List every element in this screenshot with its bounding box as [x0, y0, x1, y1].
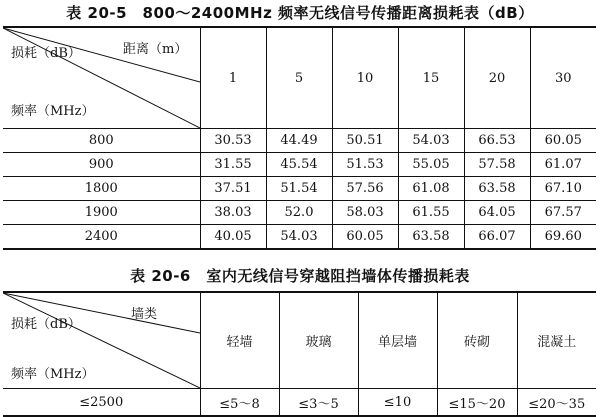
loss-value: 51.53 — [332, 153, 398, 177]
wall-penetration-loss-table — [3, 291, 596, 417]
corner-label-loss: 损耗（dB） — [11, 46, 81, 61]
loss-value: 51.54 — [266, 177, 332, 201]
column-header: 混凝土 — [517, 292, 596, 389]
loss-value: 50.51 — [332, 129, 398, 153]
loss-value: 40.05 — [200, 225, 266, 250]
loss-value: 57.58 — [464, 153, 530, 177]
table2-corner-cell — [3, 292, 200, 389]
loss-value: 54.03 — [398, 129, 464, 153]
table1-caption: 表 20-5 800～2400MHz 频率无线信号传播距离损耗表（dB） — [66, 4, 534, 22]
table-row — [3, 153, 596, 177]
column-header: 5 — [266, 27, 332, 129]
corner-label-wall-type: 墙类 — [131, 307, 158, 322]
row-frequency: 800 — [3, 129, 200, 153]
corner-label-frequency: 频率（MHz） — [11, 104, 95, 119]
loss-value: 57.56 — [332, 177, 398, 201]
loss-value: 69.60 — [530, 225, 596, 250]
loss-value: 67.57 — [530, 201, 596, 225]
table-row — [3, 225, 596, 250]
column-header: 玻璃 — [279, 292, 358, 389]
column-header: 20 — [464, 27, 530, 129]
row-frequency: ≤2500 — [3, 389, 200, 417]
column-header: 15 — [398, 27, 464, 129]
loss-value: 66.53 — [464, 129, 530, 153]
table-row — [3, 201, 596, 225]
loss-value: ≤3～5 — [279, 389, 358, 417]
loss-value: 66.07 — [464, 225, 530, 250]
table1-header-row — [3, 27, 596, 129]
loss-value: 63.58 — [398, 225, 464, 250]
loss-value: ≤5～8 — [200, 389, 279, 417]
table2-header-row — [3, 292, 596, 389]
loss-value: 45.54 — [266, 153, 332, 177]
row-frequency: 1800 — [3, 177, 200, 201]
corner-label-loss: 损耗（dB） — [11, 317, 81, 332]
loss-value: 55.05 — [398, 153, 464, 177]
corner-label-distance: 距离（m） — [123, 42, 188, 57]
loss-value: 54.03 — [266, 225, 332, 250]
column-header: 1 — [200, 27, 266, 129]
row-frequency: 1900 — [3, 201, 200, 225]
table-row — [3, 177, 596, 201]
loss-value: 61.08 — [398, 177, 464, 201]
loss-value: ≤10 — [358, 389, 437, 417]
loss-value: 58.03 — [332, 201, 398, 225]
column-header: 砖砌 — [437, 292, 517, 389]
loss-value: 37.51 — [200, 177, 266, 201]
table2-caption: 表 20-6 室内无线信号穿越阻挡墙体传播损耗表 — [130, 267, 470, 285]
loss-value: 64.05 — [464, 201, 530, 225]
row-frequency: 900 — [3, 153, 200, 177]
column-header: 30 — [530, 27, 596, 129]
loss-value: 52.0 — [266, 201, 332, 225]
table1-corner-cell — [3, 27, 200, 129]
loss-value: 60.05 — [530, 129, 596, 153]
loss-value: ≤20～35 — [517, 389, 596, 417]
column-header: 10 — [332, 27, 398, 129]
loss-value: 31.55 — [200, 153, 266, 177]
path-loss-distance-table — [3, 26, 596, 250]
column-header: 单层墙 — [358, 292, 437, 389]
loss-value: 63.58 — [464, 177, 530, 201]
loss-value: 61.55 — [398, 201, 464, 225]
loss-value: 30.53 — [200, 129, 266, 153]
loss-value: 38.03 — [200, 201, 266, 225]
loss-value: 60.05 — [332, 225, 398, 250]
loss-value: 61.07 — [530, 153, 596, 177]
table-row — [3, 129, 596, 153]
column-header: 轻墙 — [200, 292, 279, 389]
loss-value: 67.10 — [530, 177, 596, 201]
loss-value: ≤15～20 — [437, 389, 517, 417]
row-frequency: 2400 — [3, 225, 200, 250]
corner-label-frequency: 频率（MHz） — [11, 367, 95, 382]
loss-value: 44.49 — [266, 129, 332, 153]
table-row — [3, 389, 596, 417]
